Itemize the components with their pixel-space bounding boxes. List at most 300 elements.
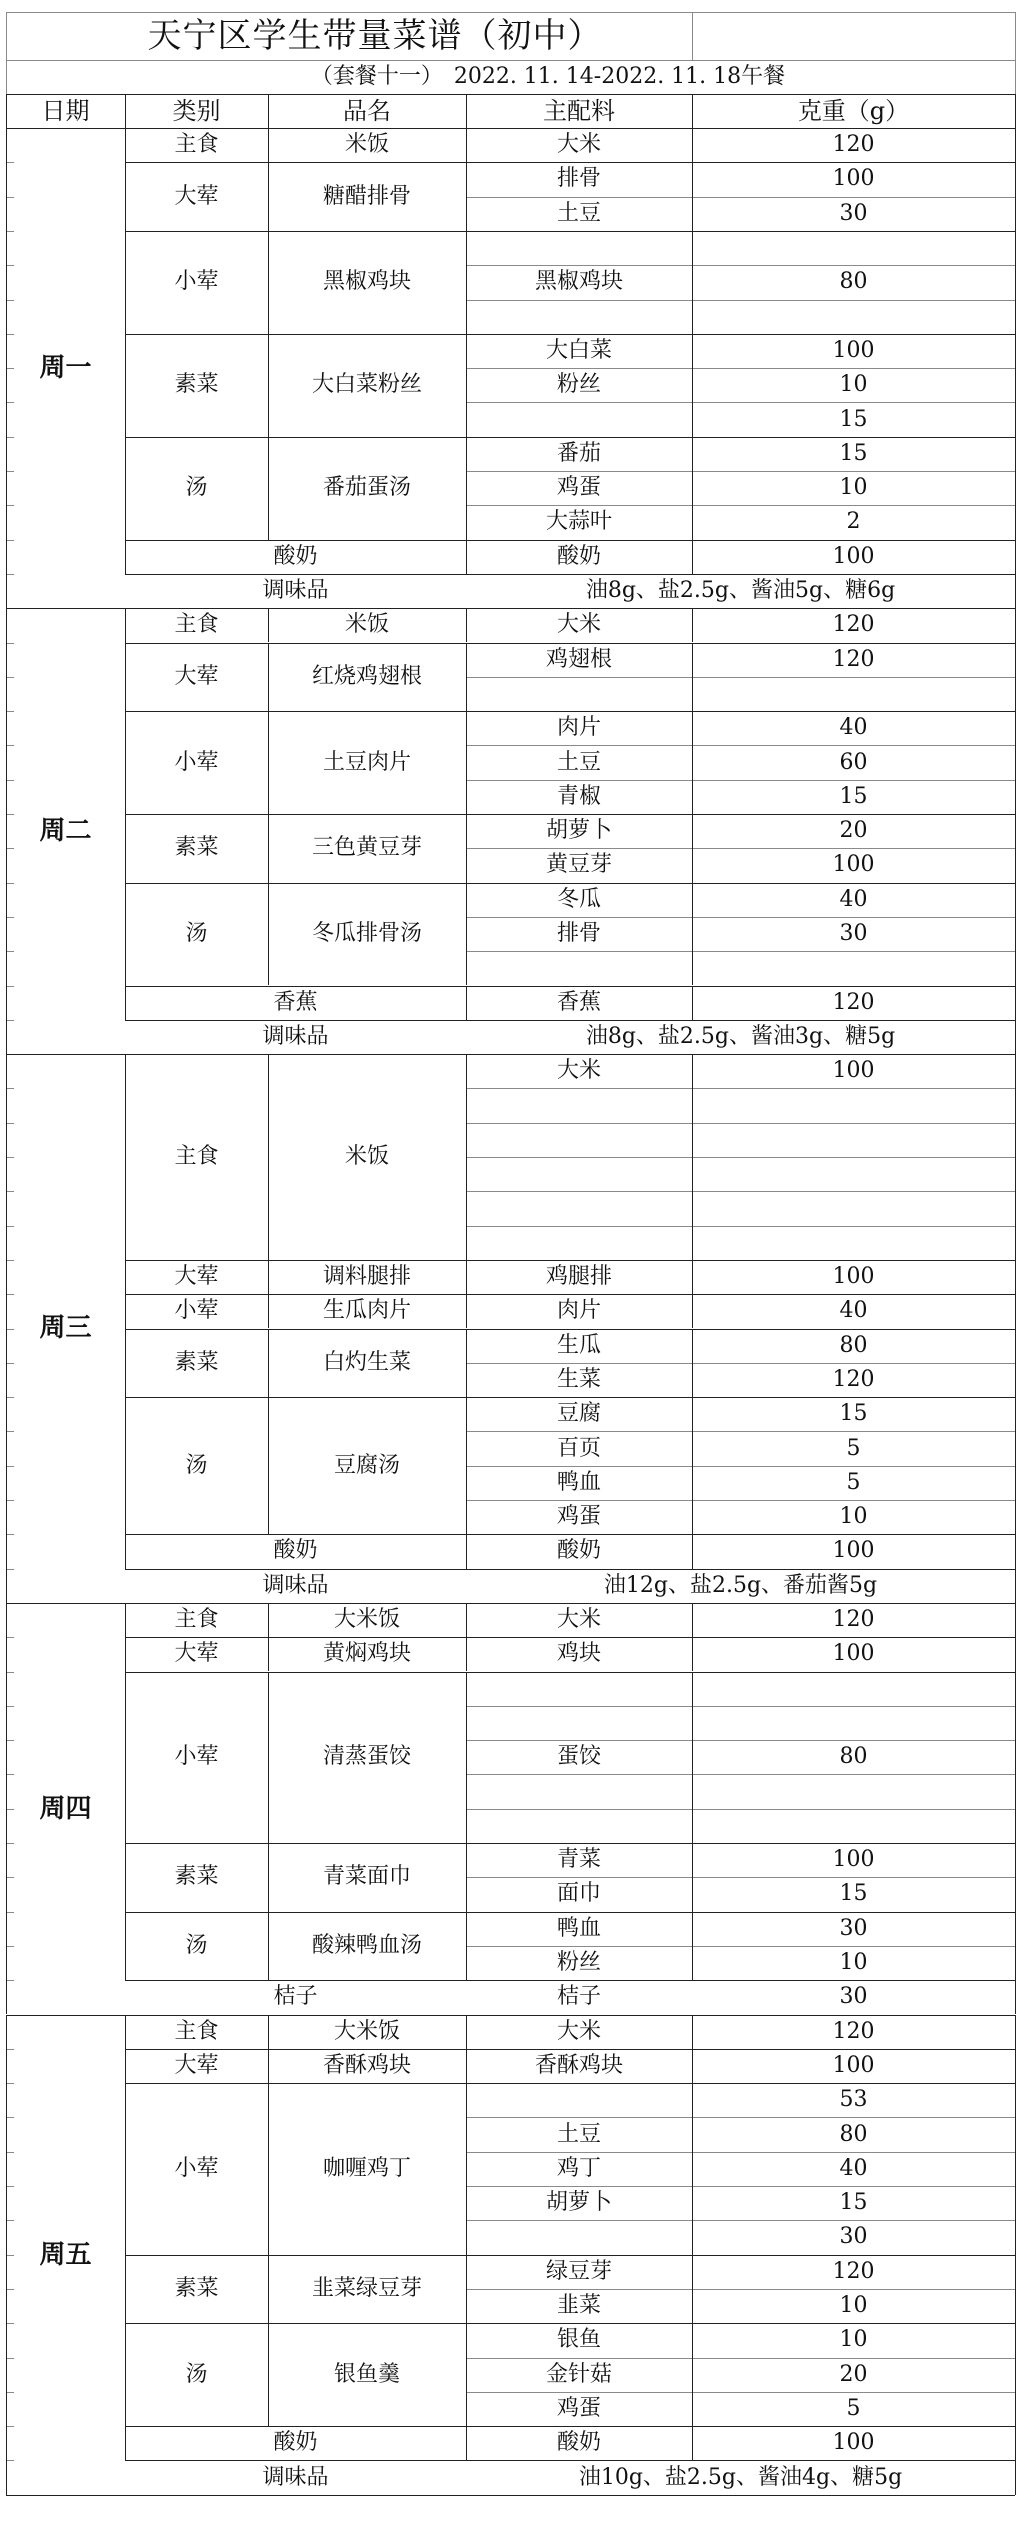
grid-line	[1015, 1603, 1016, 2015]
ingredient-cell: 生瓜	[556, 1332, 601, 1358]
grid-line	[692, 334, 693, 437]
dish-name: 酸奶	[273, 543, 318, 569]
page-title: 天宁区学生带量菜谱（初中）	[147, 16, 603, 56]
weight-cell	[692, 1809, 1015, 1843]
weight-cell: 80	[839, 1744, 868, 1770]
grid-line	[692, 128, 693, 162]
weight-cell: 80	[839, 269, 868, 295]
ingredient-cell: 大米	[556, 1607, 601, 1633]
weight-cell: 60	[839, 749, 868, 775]
grid-line	[6, 2495, 1015, 2496]
weight-cell: 120	[832, 612, 875, 638]
category-cell: 主食	[174, 132, 219, 158]
ingredient-cell: 韭菜	[556, 2293, 601, 2319]
ingredient-cell: 鸡腿排	[545, 1264, 612, 1290]
weight-cell	[692, 1157, 1015, 1191]
grid-line	[466, 1706, 1015, 1707]
grid-line	[466, 643, 467, 712]
grid-line	[692, 437, 693, 540]
grid-line	[466, 2083, 467, 2255]
weight-cell	[692, 1706, 1015, 1740]
weight-cell: 30	[839, 921, 868, 947]
ingredient-cell: 黄豆芽	[545, 852, 612, 878]
dish-name: 土豆肉片	[322, 749, 411, 775]
grid-line	[268, 1637, 269, 1671]
dish-name: 三色黄豆芽	[311, 835, 422, 861]
grid-line	[268, 814, 269, 883]
grid-line	[1015, 128, 1016, 608]
ingredient-cell: 绿豆芽	[545, 2258, 612, 2284]
grid-line	[466, 1294, 467, 1328]
ingredient-cell: 粉丝	[556, 372, 601, 398]
grid-line	[268, 1294, 269, 1328]
weight-cell	[692, 1774, 1015, 1808]
weight-cell: 100	[832, 543, 875, 569]
ingredient-cell: 大蒜叶	[545, 509, 612, 535]
weight-cell: 10	[839, 2293, 868, 2319]
grid-line	[466, 1843, 467, 1912]
ingredient-cell: 土豆	[556, 2121, 601, 2147]
ingredient-cell: 酸奶	[556, 1538, 601, 1564]
grid-line	[466, 917, 1015, 918]
seasoning-value: 油8g、盐2.5g、酱油5g、糖6g	[585, 578, 896, 604]
grid-line	[125, 2015, 126, 2461]
dish-name: 大米饭	[333, 1607, 400, 1633]
grid-line	[466, 2117, 1015, 2118]
grid-line	[466, 334, 467, 437]
ingredient-cell	[466, 2220, 692, 2254]
day-label: 周三	[39, 1313, 92, 1344]
grid-line	[466, 2426, 467, 2460]
dish-name: 冬瓜排骨汤	[311, 921, 422, 947]
grid-line	[466, 1054, 467, 1260]
dish-name: 咖喱鸡丁	[322, 2155, 411, 2181]
category-cell: 大荤	[174, 183, 219, 209]
grid-line	[466, 1226, 1015, 1227]
weight-cell	[692, 1672, 1015, 1706]
weight-cell: 5	[846, 1469, 861, 1495]
ingredient-cell: 黑椒鸡块	[534, 269, 623, 295]
grid-line	[466, 2015, 467, 2049]
ingredient-cell	[466, 1157, 692, 1191]
grid-line	[268, 2015, 269, 2049]
grid-line	[466, 197, 1015, 198]
grid-line	[466, 1740, 1015, 1741]
day-label: 周二	[39, 816, 92, 847]
grid-line	[466, 1774, 1015, 1775]
grid-line	[6, 2015, 7, 2495]
grid-line	[268, 883, 269, 986]
ingredient-cell: 鸡翅根	[545, 646, 612, 672]
grid-line	[268, 1843, 269, 1912]
category-cell: 大荤	[174, 2052, 219, 2078]
weight-cell: 120	[832, 2018, 875, 2044]
weight-cell: 120	[832, 1607, 875, 1633]
ingredient-cell: 胡萝卜	[545, 818, 612, 844]
grid-line	[692, 2083, 693, 2255]
grid-line	[466, 471, 1015, 472]
seasoning-label: 调味品	[262, 1023, 329, 1049]
seasoning-value: 油12g、盐2.5g、番茄酱5g	[603, 1572, 878, 1598]
dish-name: 青菜面巾	[322, 1864, 411, 1890]
grid-line	[692, 883, 693, 986]
seasoning-value: 油8g、盐2.5g、酱油3g、糖5g	[585, 1023, 896, 1049]
grid-line	[268, 643, 269, 712]
grid-line	[466, 1466, 1015, 1467]
weight-cell: 40	[839, 715, 868, 741]
grid-line	[466, 231, 467, 334]
weight-cell: 10	[839, 1950, 868, 1976]
grid-line	[466, 2358, 1015, 2359]
weight-cell: 10	[839, 1504, 868, 1530]
grid-line	[268, 437, 269, 540]
grid-line	[268, 1603, 269, 1637]
ingredient-cell: 香蕉	[556, 989, 601, 1015]
grid-line	[268, 2323, 269, 2426]
weight-cell: 100	[832, 1058, 875, 1084]
weight-cell: 100	[832, 1264, 875, 1290]
weight-cell: 20	[839, 818, 868, 844]
weight-cell: 15	[839, 1881, 868, 1907]
grid-line	[466, 1603, 467, 1637]
seasoning-label: 桔子	[273, 1984, 318, 2010]
dish-name: 番茄蛋汤	[322, 475, 411, 501]
ingredient-cell: 土豆	[556, 749, 601, 775]
dish-name: 酸奶	[273, 2430, 318, 2456]
ingredient-cell: 肉片	[556, 715, 601, 741]
grid-line	[692, 1637, 693, 1671]
seasoning-label: 调味品	[262, 2464, 329, 2490]
grid-line	[6, 1054, 7, 1603]
weight-cell: 10	[839, 475, 868, 501]
category-cell: 素菜	[174, 835, 219, 861]
grid-line	[466, 1500, 1015, 1501]
grid-line	[692, 1534, 693, 1568]
grid-line	[466, 368, 1015, 369]
ingredient-cell	[466, 1809, 692, 1843]
weight-cell	[692, 1226, 1015, 1260]
ingredient-cell: 蛋饺	[556, 1744, 601, 1770]
category-cell: 素菜	[174, 2275, 219, 2301]
seasoning-value: 油10g、盐2.5g、酱油4g、糖5g	[578, 2464, 903, 2490]
category-cell: 汤	[185, 921, 208, 947]
ingredient-cell: 胡萝卜	[545, 2190, 612, 2216]
grid-line	[466, 883, 467, 986]
seasoning-weight: 30	[839, 1984, 868, 2010]
grid-line	[6, 128, 7, 608]
grid-line	[125, 128, 126, 574]
weight-cell	[692, 300, 1015, 334]
category-cell: 小荤	[174, 1298, 219, 1324]
dish-name: 黑椒鸡块	[322, 269, 411, 295]
grid-line	[466, 745, 1015, 746]
dish-name: 清蒸蛋饺	[322, 1744, 411, 1770]
dish-name: 米饭	[344, 612, 389, 638]
category-cell: 大荤	[174, 663, 219, 689]
ingredient-cell: 鸡蛋	[556, 1504, 601, 1530]
weight-cell: 5	[846, 2395, 861, 2421]
ingredient-cell: 青菜	[556, 1847, 601, 1873]
category-cell: 汤	[185, 2361, 208, 2387]
grid-line	[466, 2186, 1015, 2187]
grid-line	[466, 540, 467, 574]
grid-line	[466, 2392, 1015, 2393]
grid-line	[692, 608, 693, 642]
grid-line	[692, 2426, 693, 2460]
weight-cell	[692, 1191, 1015, 1225]
category-cell: 小荤	[174, 269, 219, 295]
category-cell: 素菜	[174, 372, 219, 398]
weight-cell: 100	[832, 852, 875, 878]
day-label: 周五	[39, 2239, 92, 2270]
grid-line	[268, 711, 269, 814]
grid-line	[466, 2049, 467, 2083]
dish-name: 豆腐汤	[333, 1452, 400, 1478]
category-cell: 主食	[174, 612, 219, 638]
ingredient-cell: 面巾	[556, 1881, 601, 1907]
grid-line	[466, 437, 467, 540]
weight-cell: 15	[839, 783, 868, 809]
dish-name: 白灼生菜	[322, 1349, 411, 1375]
grid-line	[692, 1054, 693, 1260]
grid-line	[692, 986, 693, 1020]
dish-name: 香蕉	[273, 989, 318, 1015]
ingredient-cell	[466, 402, 692, 436]
ingredient-cell: 生菜	[556, 1366, 601, 1392]
grid-line	[466, 2289, 1015, 2290]
grid-line	[466, 1191, 1015, 1192]
ingredient-cell: 鸡蛋	[556, 2395, 601, 2421]
grid-line	[268, 1397, 269, 1534]
weight-cell: 10	[839, 2327, 868, 2353]
grid-line	[466, 300, 1015, 301]
grid-line	[466, 505, 1015, 506]
weight-cell	[692, 951, 1015, 985]
category-cell: 小荤	[174, 2155, 219, 2181]
grid-line	[6, 94, 7, 128]
grid-line	[466, 162, 467, 231]
grid-line	[466, 1637, 467, 1671]
grid-line	[125, 608, 126, 1020]
grid-line	[6, 60, 1015, 61]
weight-cell: 120	[832, 646, 875, 672]
grid-line	[466, 1088, 1015, 1089]
grid-line	[692, 540, 693, 574]
weight-cell: 100	[832, 1538, 875, 1564]
grid-line	[268, 1672, 269, 1844]
grid-line	[466, 608, 467, 642]
weight-cell: 15	[839, 406, 868, 432]
ingredient-cell	[466, 677, 692, 711]
category-cell: 素菜	[174, 1349, 219, 1375]
grid-line	[1015, 12, 1016, 94]
grid-line	[466, 1877, 1015, 1878]
grid-line	[466, 2220, 1015, 2221]
grid-line	[268, 94, 269, 128]
grid-line	[692, 1329, 693, 1398]
grid-line	[125, 94, 126, 128]
menu-subtitle: （套餐十一） 2022. 11. 14-2022. 11. 18午餐	[310, 64, 786, 89]
ingredient-cell: 鸡块	[556, 1641, 601, 1667]
weight-cell: 15	[839, 2190, 868, 2216]
weight-cell: 40	[839, 886, 868, 912]
weight-cell: 53	[839, 2087, 868, 2113]
grid-line	[466, 951, 1015, 952]
grid-line	[6, 608, 7, 1054]
grid-line	[466, 128, 467, 162]
grid-line	[466, 780, 1015, 781]
header-ingredient: 主配料	[543, 97, 615, 125]
weight-cell: 100	[832, 2052, 875, 2078]
grid-line	[692, 1603, 693, 1637]
ingredient-cell: 金针菇	[545, 2361, 612, 2387]
dish-name: 大白菜粉丝	[311, 372, 422, 398]
ingredient-cell: 排骨	[556, 921, 601, 947]
ingredient-cell	[466, 231, 692, 265]
grid-line	[692, 94, 693, 128]
weight-cell: 30	[839, 1915, 868, 1941]
dish-name: 酸奶	[273, 1538, 318, 1564]
weight-cell	[692, 1123, 1015, 1157]
grid-line	[466, 2152, 1015, 2153]
ingredient-cell	[466, 1191, 692, 1225]
grid-line	[6, 12, 1015, 13]
category-cell: 素菜	[174, 1864, 219, 1890]
category-cell: 汤	[185, 1932, 208, 1958]
weight-cell: 5	[846, 1435, 861, 1461]
header-date: 日期	[41, 97, 90, 125]
weight-cell: 15	[839, 1401, 868, 1427]
ingredient-cell: 冬瓜	[556, 886, 601, 912]
category-cell: 主食	[174, 1143, 219, 1169]
dish-name: 调料腿排	[322, 1264, 411, 1290]
ingredient-cell: 大米	[556, 132, 601, 158]
weight-cell	[692, 1088, 1015, 1122]
grid-line	[466, 986, 467, 1020]
dish-name: 银鱼羹	[333, 2361, 400, 2387]
ingredient-cell	[466, 300, 692, 334]
ingredient-cell: 番茄	[556, 440, 601, 466]
grid-line	[692, 643, 693, 712]
grid-line	[268, 128, 269, 162]
grid-line	[466, 1397, 467, 1534]
grid-line	[692, 711, 693, 814]
grid-line	[268, 1912, 269, 1981]
header-weight: 克重（g）	[797, 97, 910, 125]
grid-line	[692, 12, 693, 60]
day-label: 周四	[39, 1793, 92, 1824]
grid-line	[466, 1431, 1015, 1432]
dish-name: 生瓜肉片	[322, 1298, 411, 1324]
weight-cell: 100	[832, 1641, 875, 1667]
weight-cell: 40	[839, 1298, 868, 1324]
ingredient-cell: 鸡丁	[556, 2155, 601, 2181]
weight-cell: 120	[832, 1366, 875, 1392]
grid-line	[692, 2049, 693, 2083]
ingredient-cell	[466, 1123, 692, 1157]
ingredient-cell: 鸡蛋	[556, 475, 601, 501]
weight-cell: 20	[839, 2361, 868, 2387]
grid-line	[268, 2083, 269, 2255]
ingredient-cell: 大米	[556, 2018, 601, 2044]
grid-line	[692, 814, 693, 883]
grid-line	[268, 162, 269, 231]
grid-line	[466, 2323, 467, 2426]
ingredient-cell	[466, 1226, 692, 1260]
weight-cell: 2	[846, 509, 861, 535]
category-cell: 小荤	[174, 1744, 219, 1770]
grid-line	[466, 1672, 467, 1844]
ingredient-cell: 银鱼	[556, 2327, 601, 2353]
ingredient-cell: 豆腐	[556, 1401, 601, 1427]
weight-cell: 120	[832, 132, 875, 158]
weight-cell: 30	[839, 2224, 868, 2250]
grid-line	[466, 677, 1015, 678]
weight-cell: 30	[839, 200, 868, 226]
dish-name: 糖醋排骨	[322, 183, 411, 209]
grid-line	[692, 1260, 693, 1294]
ingredient-cell: 鸭血	[556, 1915, 601, 1941]
weight-cell: 10	[839, 372, 868, 398]
grid-line	[692, 1912, 693, 1981]
grid-line	[125, 1054, 126, 1569]
weight-cell: 120	[832, 989, 875, 1015]
header-dish: 品名	[343, 97, 391, 125]
ingredient-cell	[466, 1706, 692, 1740]
grid-line	[692, 2323, 693, 2426]
weight-cell	[692, 231, 1015, 265]
ingredient-cell: 酸奶	[556, 2430, 601, 2456]
dish-name: 香酥鸡块	[322, 2052, 411, 2078]
weight-cell: 100	[832, 2430, 875, 2456]
grid-line	[268, 334, 269, 437]
dish-name: 酸辣鸭血汤	[311, 1932, 422, 1958]
category-cell: 汤	[185, 475, 208, 501]
grid-line	[1015, 1054, 1016, 1603]
grid-line	[1015, 608, 1016, 1054]
grid-line	[466, 1363, 1015, 1364]
ingredient-cell: 大米	[556, 612, 601, 638]
seasoning-label: 调味品	[262, 578, 329, 604]
ingredient-cell: 粉丝	[556, 1950, 601, 1976]
seasoning-label: 调味品	[262, 1572, 329, 1598]
category-cell: 主食	[174, 2018, 219, 2044]
dish-name: 韭菜绿豆芽	[311, 2275, 422, 2301]
ingredient-cell	[466, 1774, 692, 1808]
category-cell: 大荤	[174, 1641, 219, 1667]
category-cell: 大荤	[174, 1264, 219, 1290]
grid-line	[692, 2255, 693, 2324]
grid-line	[692, 162, 693, 231]
weight-cell: 100	[832, 1847, 875, 1873]
grid-line	[466, 1809, 1015, 1810]
grid-line	[466, 1260, 467, 1294]
weight-cell: 100	[832, 337, 875, 363]
weight-cell: 120	[832, 2258, 875, 2284]
dish-name: 黄焖鸡块	[322, 1641, 411, 1667]
ingredient-cell: 百页	[556, 1435, 601, 1461]
category-cell: 汤	[185, 1452, 208, 1478]
grid-line	[692, 1672, 693, 1844]
grid-line	[466, 402, 1015, 403]
grid-line	[466, 1157, 1015, 1158]
grid-line	[268, 2255, 269, 2324]
grid-line	[268, 608, 269, 642]
dish-name: 红烧鸡翅根	[311, 663, 422, 689]
grid-line	[466, 1534, 467, 1568]
grid-line	[6, 12, 7, 94]
dish-name: 米饭	[344, 132, 389, 158]
